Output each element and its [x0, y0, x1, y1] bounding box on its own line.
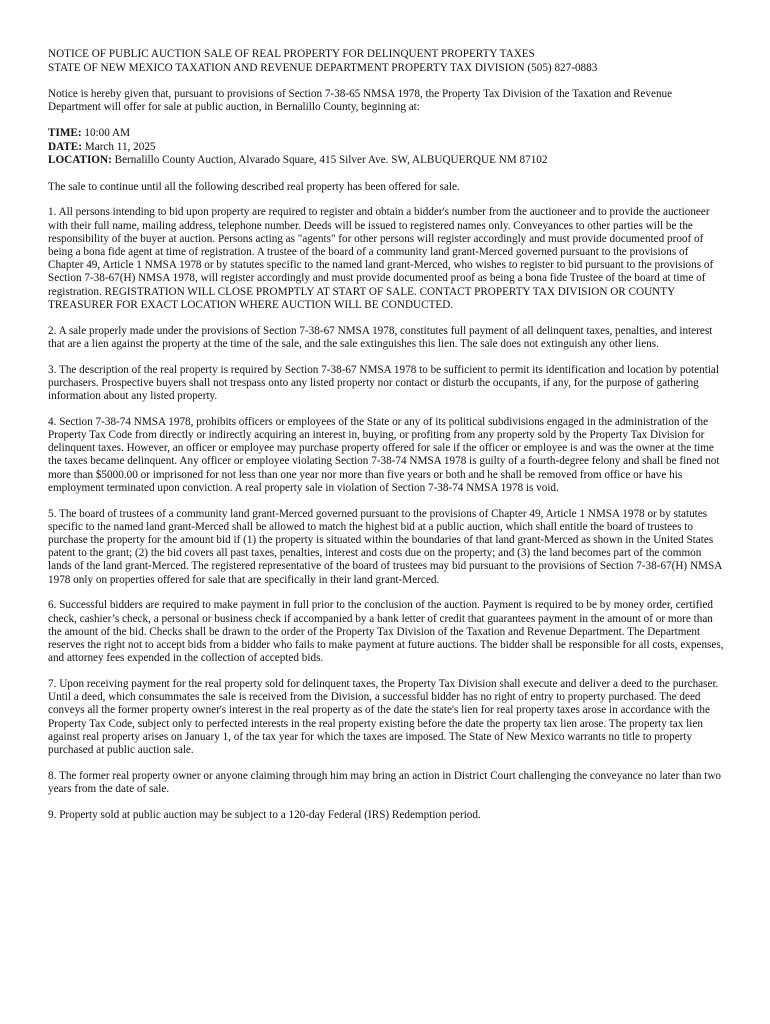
- time-row: [48, 127, 724, 141]
- time-label: TIME:: [48, 127, 82, 140]
- date-label: DATE:: [48, 140, 82, 153]
- time-value: 10:00 AM: [81, 127, 131, 140]
- paragraph-3-description: 3. The description of the real property is required by Section 7-38-67 NMSA 1978 to be sufficient to permit its identification and location by potential purchasers. Prospective buyers shall not trespass onto any listed property nor contact or disturb the occupants, if any, for the purpose of gathering information about any listed property.: [48, 363, 720, 402]
- paragraph-8-challenge: 8. The former real property owner or anyone claiming through him may bring an action in District Court challenging the conveyance no later than two years from the date of sale.: [48, 769, 722, 796]
- heading-line-1: NOTICE OF PUBLIC AUCTION SALE OF REAL PROPERTY FOR DELINQUENT PROPERTY TAXES: [48, 48, 535, 60]
- paragraph-4-prohibition: 4. Section 7-38-74 NMSA 1978, prohibits officers or employees of the State or any of its political subdivisions engaged in the administration of the Property Tax Code from directly or indirectly acquiring an interest in, buying, or profiting from any property sold by the Property Tax Division for delinquent taxes. However, an officer or employee may purchase property offered for sale if the officer or employee is and was the owner at the time the taxes became delinquent. Any officer or employee violating Section 7-38-74 NMSA 1978 is guilty of a fourth-degree felony and shall be fined not more than $5000.00 or imprisoned for not less than one year nor more than five years or both and he shall be removed from office or have his employment terminated upon conviction. A real property sale in violation of Section 7-38-74 NMSA 1978 is void.: [48, 415, 720, 494]
- paragraph-7-deed: 7. Upon receiving payment for the real property sold for delinquent taxes, the Property Tax Division shall execute and deliver a deed to the purchaser. Until a deed, which consummates the sale is received from the Division, a successful bidder has no right of entry to property purchased. The deed conveys all the former property owner's interest in the real property as of the date the state's lien for real property taxes arose in accordance with the Property Tax Code, subject only to perfected interests in the real property existing before the date the property tax lien arose. The property tax lien against real property arises on January 1, of the tax year for which the taxes are imposed. The State of New Mexico warrants no title to property purchased at public auction sale.: [48, 678, 719, 757]
- notice-heading: [48, 48, 724, 75]
- paragraph-1-registration: 1. All persons intending to bid upon property are required to register and obtain a bidder's number from the auctioneer and to provide the auctioneer with their full name, mailing address, telephone number. Deeds will be issued to registered names only. Conveyances to other parties will be the responsibility of the buyer at auction. Persons acting as "agents" for other persons will register accordingly and must provide documented proof of being a bona fide agent at time of registration. A trustee of the board of a community land grant-Merced governed pursuant to the provisions of Chapter 49, Article 1 NMSA 1978 or by statutes specific to the named land grant-Merced, who wishes to register to bid pursuant to the provisions of Section 7-38-67(H) NMSA 1978, will register accordingly and must provide documented proof as being a bona fide Trustee of the board at time of registration. REGISTRATION WILL CLOSE PROMPTLY AT START OF SALE. CONTACT PROPERTY TAX DIVISION OR COUNTY TREASURER FOR EXACT LOCATION WHERE AUCTION WILL BE CONDUCTED.: [48, 206, 714, 311]
- location-label: LOCATION:: [48, 154, 112, 167]
- date-row: [48, 141, 724, 155]
- paragraph-2-full-payment: 2. A sale properly made under the provisions of Section 7-38-67 NMSA 1978, constitutes full payment of all delinquent taxes, penalties, and interest that are a lien against the property at the time of the sale, and the sale extinguishes this lien. The sale does not extinguish any other liens.: [48, 324, 713, 350]
- paragraph-9-redemption: 9. Property sold at public auction may be subject to a 120-day Federal (IRS) Redemption period.: [48, 808, 481, 821]
- auction-details: [48, 127, 724, 168]
- location-value: Bernalillo County Auction, Alvarado Square, 415 Silver Ave. SW, ALBUQUERQUE NM 87102: [111, 154, 548, 167]
- date-value: March 11, 2025: [81, 140, 156, 153]
- location-row: [48, 154, 724, 168]
- paragraph-5-land-grant: 5. The board of trustees of a community land grant-Merced governed pursuant to the provisions of Chapter 49, Article 1 NMSA 1978 or by statutes specific to the named land grant-Merced shall be allowed to match the highest bid at a public auction, which shall entitle the board of trustees to purchase the property for the amount bid if (1) the property is situated within the boundaries of that land grant-Merced as shown in the United States patent to the grant; (2) the bid covers all past taxes, penalties, interest and costs due on the property; and (3) the land becomes part of the common lands of the land grant-Merced. The registered representative of the board of trustees may bid pursuant to the provisions of Section 7-38-67(H) NMSA 1978 only on properties offered for sale that are specifically in their land grant-Merced.: [48, 507, 722, 586]
- intro-paragraph: Notice is hereby given that, pursuant to provisions of Section 7-38-65 NMSA 1978, the Property Tax Division of the Taxation and Revenue Department will offer for sale at public auction, in Bernalillo County, beginning at:: [48, 88, 673, 114]
- heading-line-2: STATE OF NEW MEXICO TAXATION AND REVENUE DEPARTMENT PROPERTY TAX DIVISION (505) 827-0883: [48, 61, 598, 74]
- continue-note: The sale to continue until all the following described real property has been offered for sale.: [48, 180, 460, 193]
- paragraph-6-payment: 6. Successful bidders are required to make payment in full prior to the conclusion of the auction. Payment is required to be by money order, certified check, cashier’s check, a personal or business check if accompanied by a bank letter of credit that guarantees payment in the amount of or more than the amount of the bid. Checks shall be drawn to the order of the Property Tax Division of the Taxation and Revenue Department. The Department reserves the right not to accept bids from a bidder who fails to make payment at future auctions. The bidder shall be responsible for all costs, expenses, and attorney fees expended in the collection of accepted bids.: [48, 599, 724, 665]
